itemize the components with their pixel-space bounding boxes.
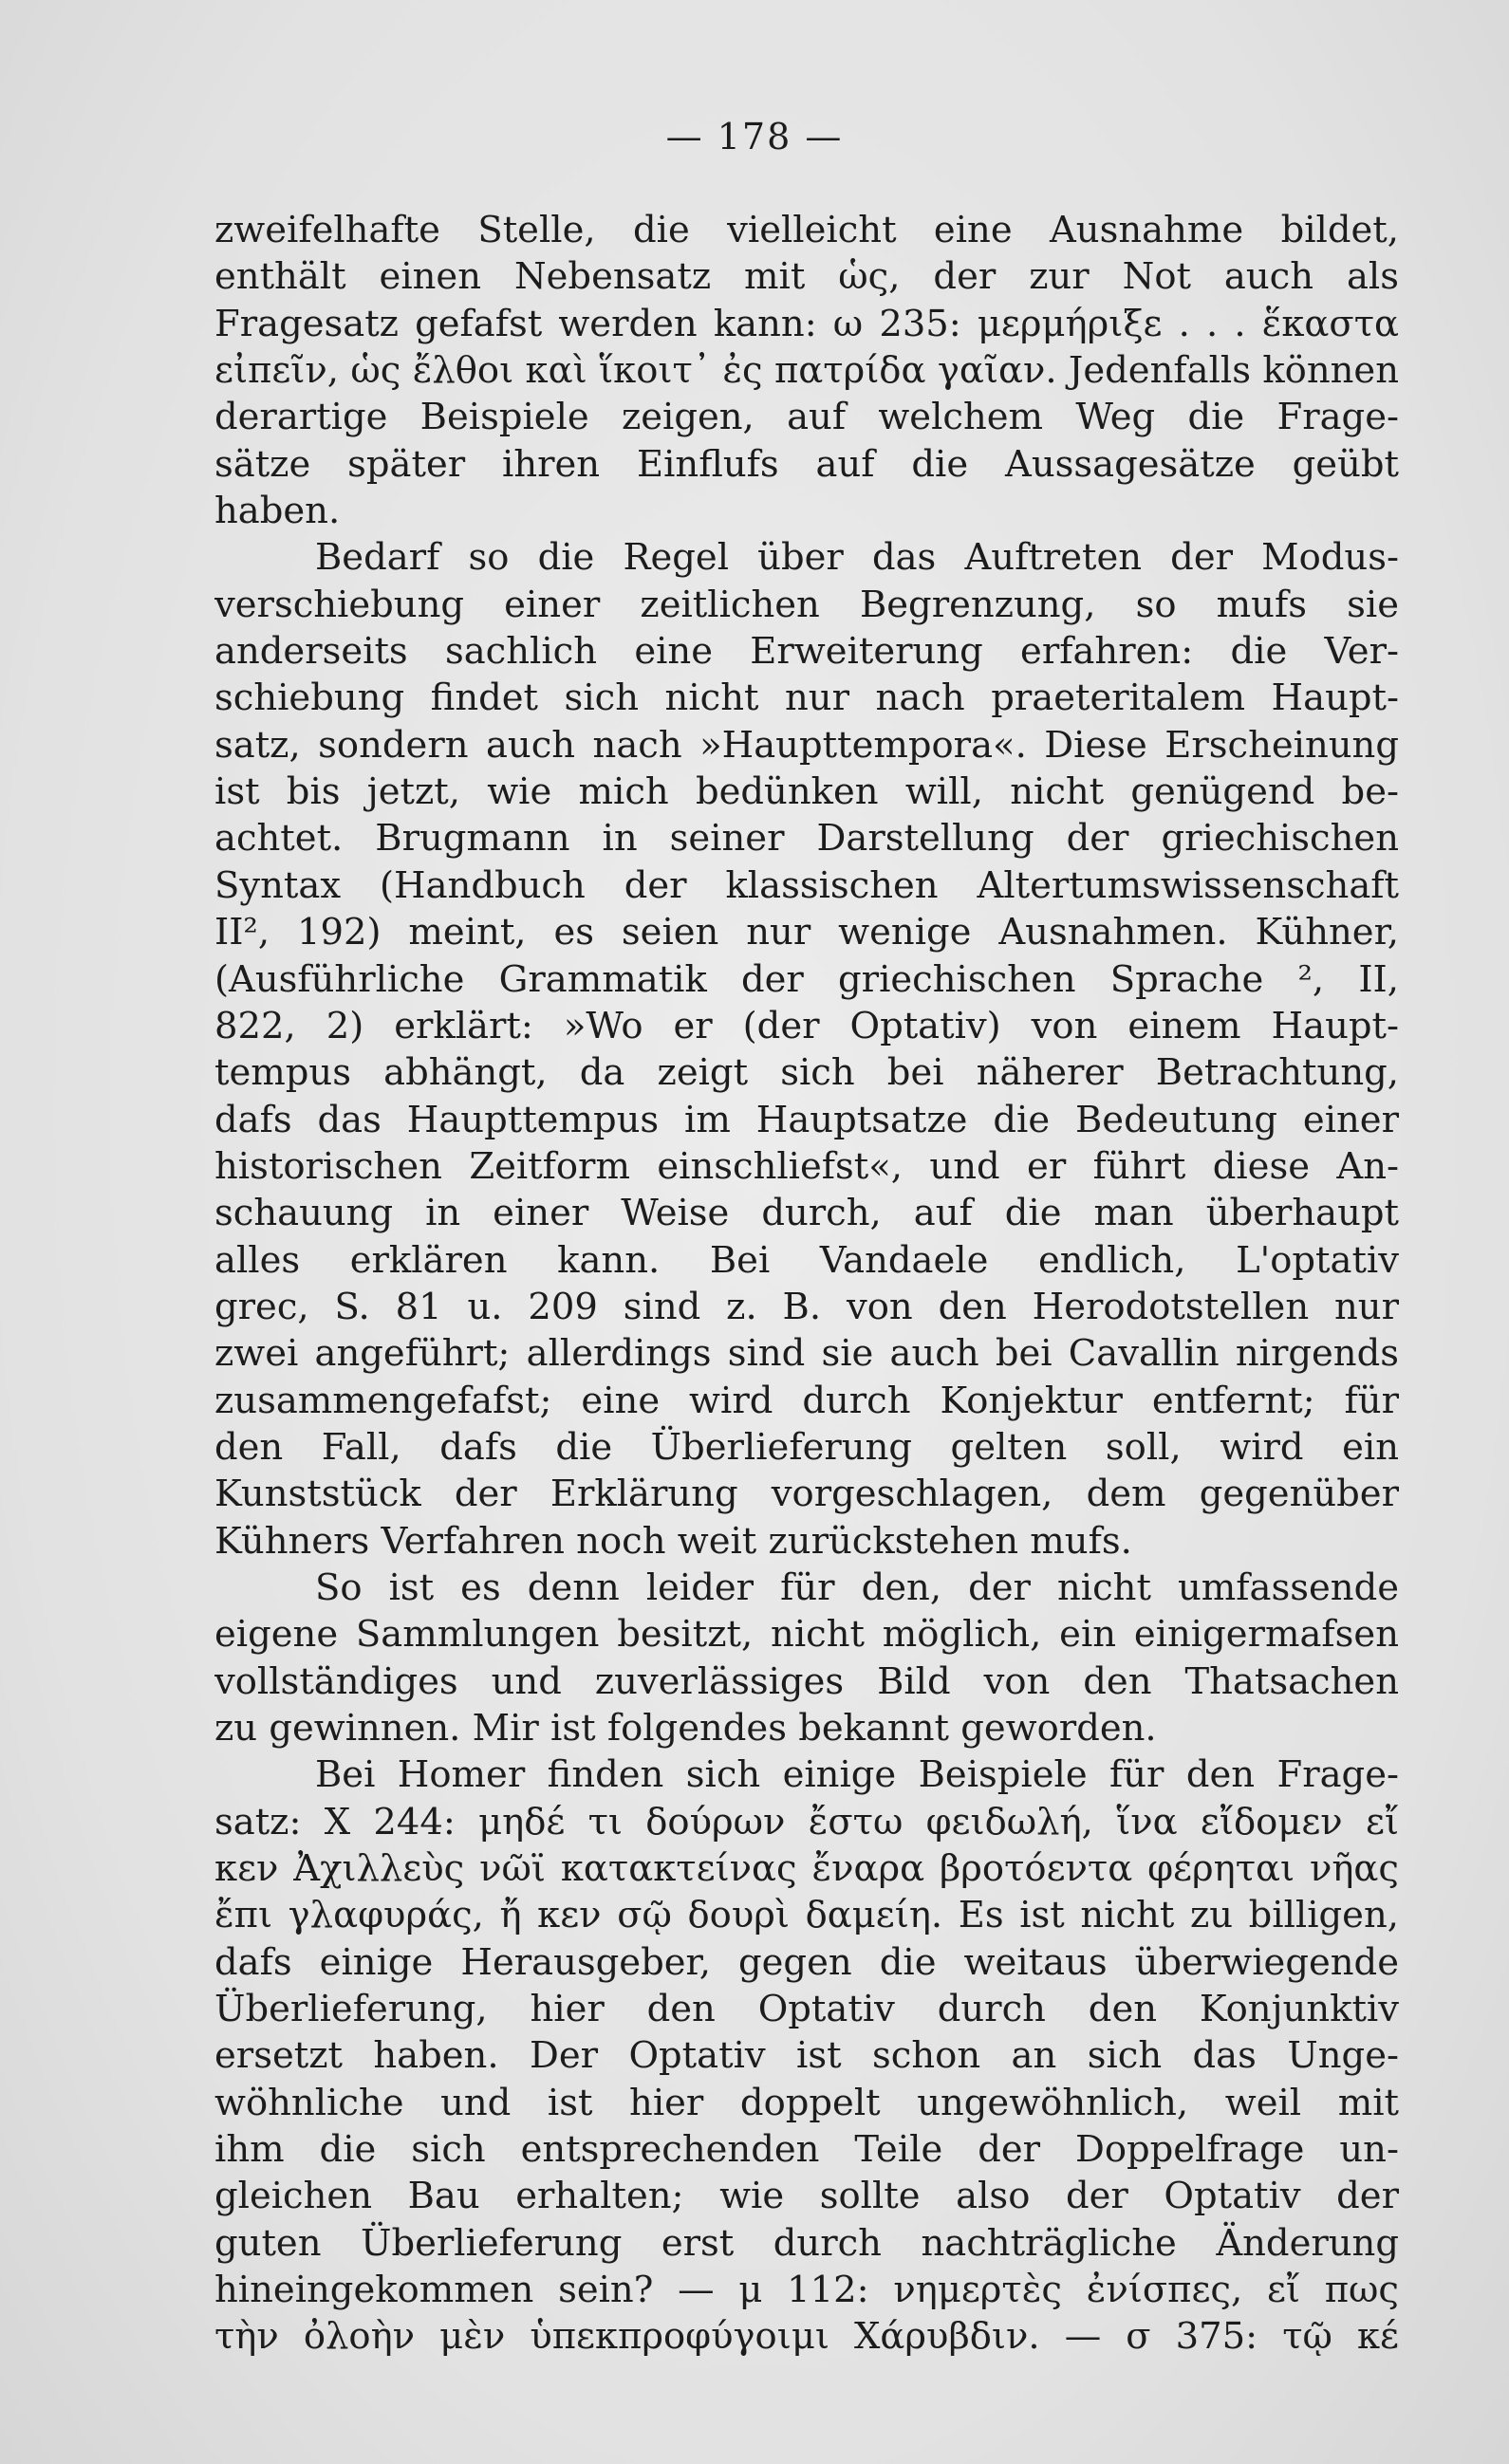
- text-line: Überlieferung, hier den Optativ durch den Konjunktiv: [214, 1988, 1399, 2031]
- text-line: zusammengefafst; eine wird durch Konjektur entfernt; für: [214, 1379, 1399, 1422]
- page-number: — 178 —: [665, 116, 844, 157]
- text-line: Bedarf so die Regel über das Auftreten der Modus-: [315, 536, 1399, 580]
- text-line: (Ausführliche Grammatik der griechischen Sprache ², II,: [214, 957, 1399, 1001]
- text-line: derartige Beispiele zeigen, auf welchem Weg die Frage-: [214, 396, 1399, 439]
- text-line: Kunststück der Erklärung vorgeschlagen, dem gegenüber: [214, 1473, 1399, 1516]
- text-line: wöhnliche und ist hier doppelt ungewöhnlich, weil mit: [214, 2081, 1399, 2124]
- text-line: achtet. Brugmann in seiner Darstellung der griechischen: [214, 817, 1399, 861]
- text-line: zu gewinnen. Mir ist folgendes bekannt geworden.: [214, 1707, 1157, 1750]
- text-line: II², 192) meint, es seien nur wenige Ausnahmen. Kühner,: [214, 911, 1399, 954]
- text-line: gleichen Bau erhalten; wie sollte also der Optativ der: [214, 2175, 1399, 2218]
- text-line: dafs das Haupttempus im Hauptsatze die Bedeutung einer: [214, 1098, 1399, 1141]
- text-line: grec, S. 81 u. 209 sind z. B. von den Herodotstellen nur: [214, 1285, 1399, 1328]
- text-line: historischen Zeitform einschliefst«, und er führt diese An-: [214, 1144, 1399, 1188]
- text-line: ist bis jetzt, wie mich bedünken will, nicht genügend be-: [214, 770, 1399, 814]
- text-line: den Fall, dafs die Überlieferung gelten soll, wird ein: [214, 1425, 1399, 1469]
- text-line: anderseits sachlich eine Erweiterung erfahren: die Ver-: [214, 630, 1399, 674]
- text-line: Bei Homer finden sich einige Beispiele für den Frage-: [315, 1753, 1399, 1797]
- text-line: sätze später ihren Einflufs auf die Aussagesätze geübt: [214, 442, 1399, 486]
- text-line: Kühners Verfahren noch weit zurückstehen mufs.: [214, 1519, 1132, 1563]
- text-line: dafs einige Herausgeber, gegen die weitaus überwiegende: [214, 1940, 1399, 1984]
- text-line: alles erklären kann. Bei Vandaele endlich, L'optativ: [214, 1238, 1399, 1282]
- text-line: zwei angeführt; allerdings sind sie auch bei Cavallin nirgends: [214, 1332, 1399, 1376]
- text-line: εἰπεῖν, ὡς ἔλθοι καὶ ἵκοιτ᾽ ἐς πατρίδα γαῖαν. Jedenfalls können: [214, 349, 1399, 393]
- text-line: 822, 2) erklärt: »Wo er (der Optativ) von einem Haupt-: [214, 1004, 1399, 1047]
- text-line: ἔπι γλαφυράς, ἤ κεν σῷ δουρὶ δαμείη. Es ist nicht zu billigen,: [214, 1894, 1399, 1937]
- text-line: tempus abhängt, da zeigt sich bei näherer Betrachtung,: [214, 1051, 1399, 1095]
- text-line: ersetzt haben. Der Optativ ist schon an sich das Unge-: [214, 2034, 1399, 2078]
- text-line: haben.: [214, 490, 341, 533]
- body-text: [214, 207, 1399, 2361]
- text-line: zweifelhafte Stelle, die vielleicht eine Ausnahme bildet,: [214, 209, 1399, 251]
- text-line: τὴν ὀλοὴν μὲν ὑπεκπροφύγοιμι Χάρυβδιν. — σ 375: τῷ κέ: [214, 2315, 1399, 2359]
- text-line: Syntax (Handbuch der klassischen Altertumswissenschaft: [214, 863, 1399, 907]
- text-line: vollständiges und zuverlässiges Bild von den Thatsachen: [214, 1659, 1399, 1703]
- text-line: ihm die sich entsprechenden Teile der Doppelfrage un-: [214, 2128, 1399, 2172]
- text-line: hineingekommen sein? — μ 112: νημερτὲς ἐνίσπες, εἴ πως: [214, 2269, 1399, 2312]
- text-line: schiebung findet sich nicht nur nach praeteritalem Haupt-: [214, 676, 1399, 720]
- text-line: κεν Ἀχιλλεὺς νῶϊ κατακτείνας ἔναρα βροτόεντα φέρηται νῆας: [214, 1847, 1399, 1891]
- text-line: schauung in einer Weise durch, auf die man überhaupt: [214, 1192, 1399, 1235]
- text-line: satz: X 244: μηδέ τι δούρων ἔστω φειδωλή, ἵνα εἴδομεν εἴ: [214, 1800, 1399, 1843]
- text-line: guten Überlieferung erst durch nachträgliche Änderung: [214, 2221, 1399, 2265]
- text-line: eigene Sammlungen besitzt, nicht möglich, ein einigermafsen: [214, 1613, 1399, 1657]
- text-line: satz, sondern auch nach »Haupttempora«. Diese Erscheinung: [214, 723, 1399, 767]
- text-line: verschiebung einer zeitlichen Begrenzung, so mufs sie: [214, 583, 1399, 626]
- text-line: enthält einen Nebensatz mit ὡς, der zur Not auch als: [214, 255, 1399, 299]
- text-line: Fragesatz gefafst werden kann: ω 235: μερμήριξε . . . ἕκαστα: [214, 302, 1399, 345]
- text-line: So ist es denn leider für den, der nicht umfassende: [315, 1565, 1399, 1609]
